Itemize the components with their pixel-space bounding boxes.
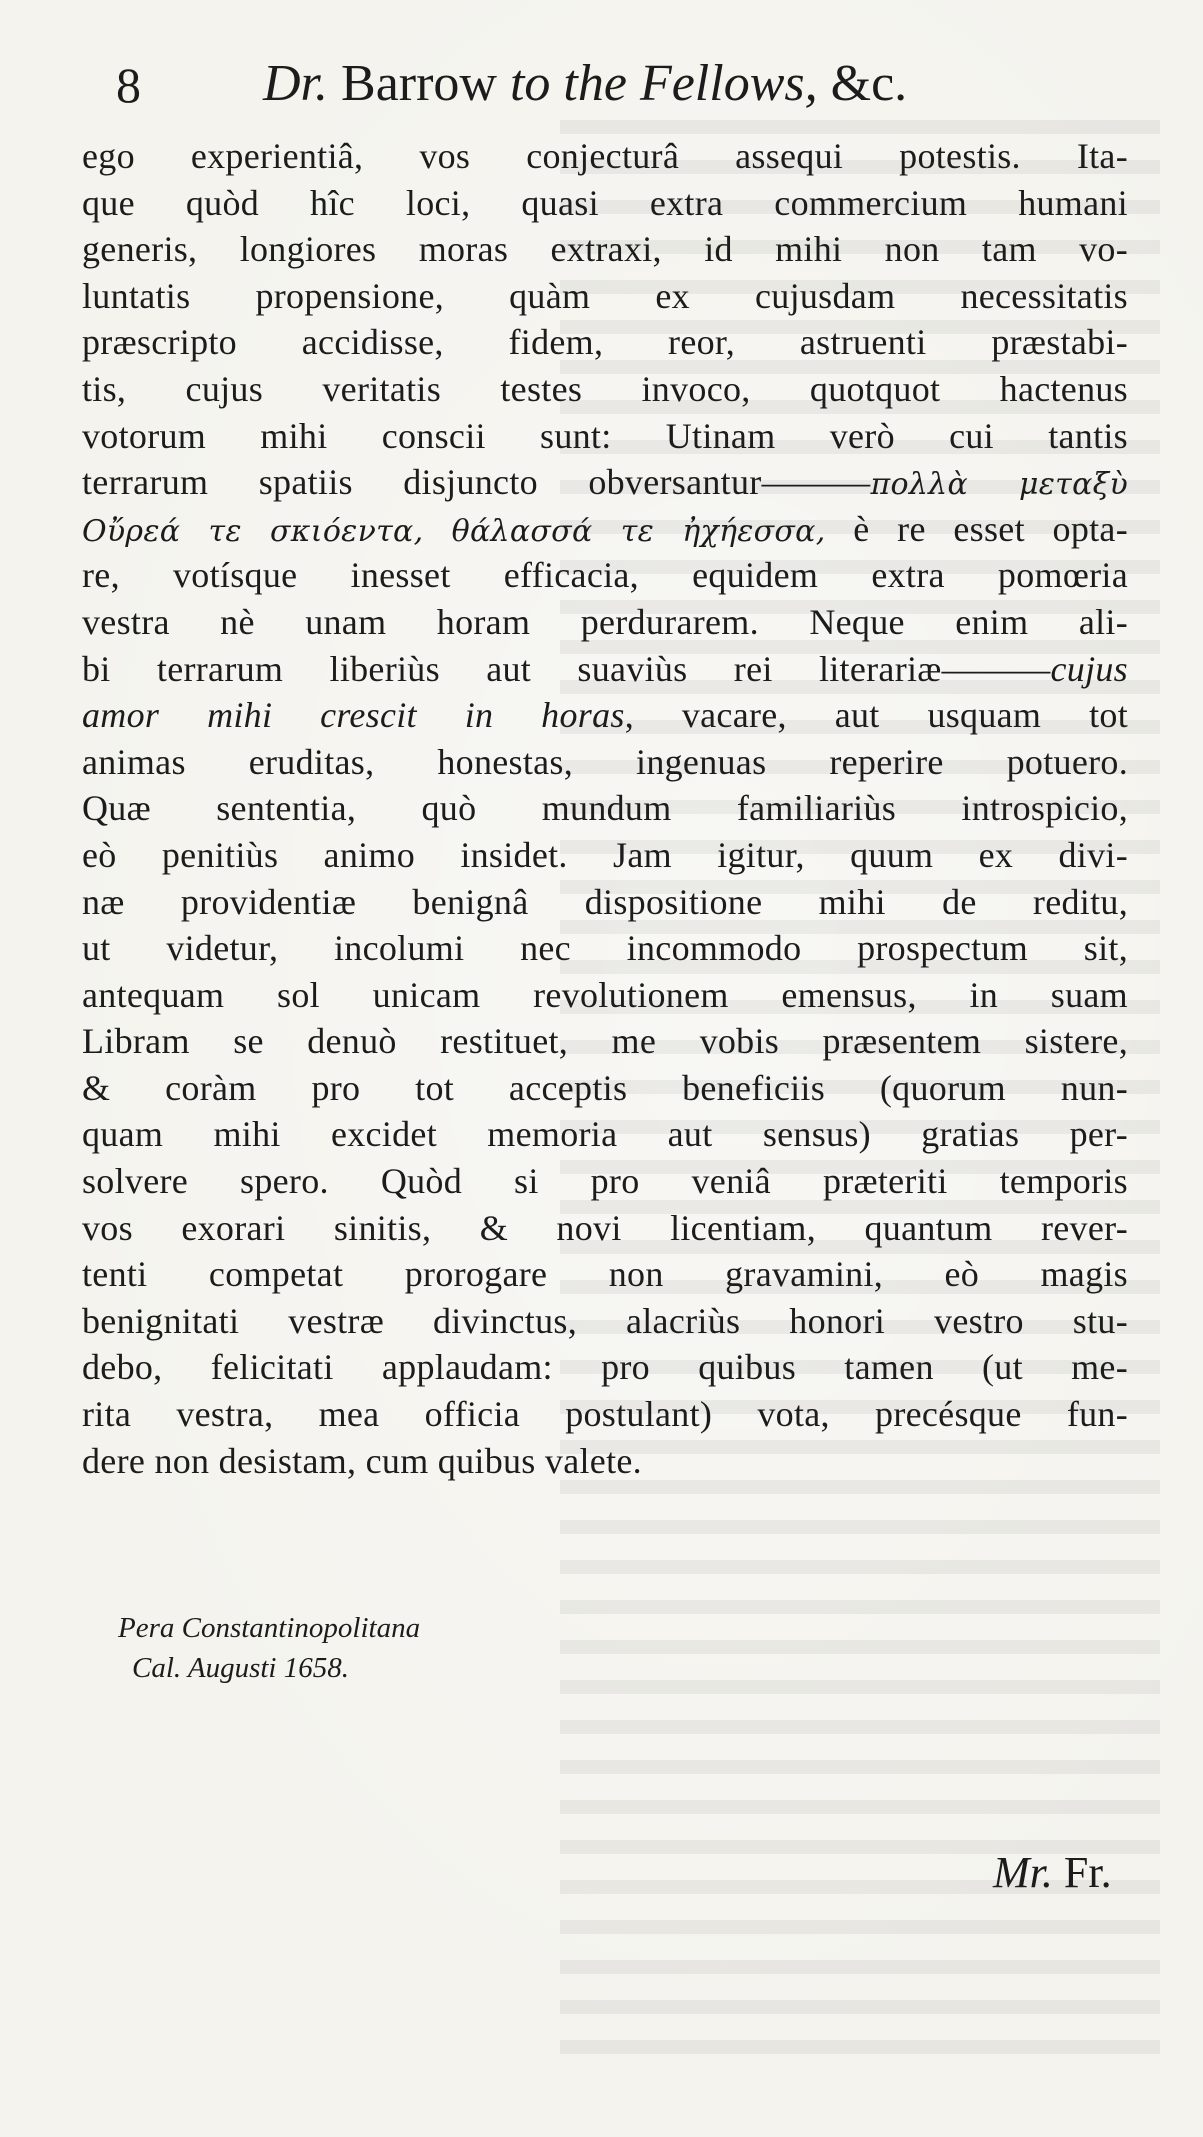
text-line: solvere spero. Quòd si pro veniâ præteriti temporis bbox=[82, 1161, 1128, 1202]
catchword-italic: Mr. bbox=[993, 1848, 1053, 1897]
text-line bbox=[82, 646, 1128, 693]
text-line bbox=[82, 459, 1128, 506]
text-line: tis, cujus veritatis testes invoco, quotquot hactenus bbox=[82, 368, 1128, 409]
text-line: animas eruditas, honestas, ingenuas reperire potuero. bbox=[82, 741, 1128, 782]
text-line: antequam sol unicam revolutionem emensus, in suam bbox=[82, 974, 1128, 1015]
dateline-place: Pera Constantinopolitana bbox=[118, 1612, 421, 1644]
text-line: luntatis propensione, quàm ex cujusdam necessitatis bbox=[82, 275, 1128, 316]
greek-quotation-1: πολλὰ μεταξὺ bbox=[870, 467, 1128, 503]
page-number: 8 bbox=[116, 57, 141, 113]
italic-quote-2: amor mihi crescit in horas bbox=[82, 695, 625, 736]
title-end: &c. bbox=[817, 55, 908, 112]
text-line-end: , vacare, aut usquam tot bbox=[624, 695, 1128, 736]
text-line: votorum mihi conscii sunt: Utinam verò cui tantis bbox=[82, 415, 1128, 456]
text-line: & coràm pro tot acceptis beneficiis (quorum nun- bbox=[82, 1067, 1128, 1108]
text-line: Quæ sententia, quò mundum familiariùs introspicio, bbox=[82, 788, 1128, 829]
text-line: rita vestra, mea officia postulant) vota, precésque fun- bbox=[82, 1394, 1128, 1435]
title-italic-2: to the Fellows, bbox=[509, 55, 818, 112]
text-line: vos exorari sinitis, & novi licentiam, quantum rever- bbox=[82, 1207, 1128, 1248]
text-line: debo, felicitati applaudam: pro quibus tamen (ut me- bbox=[82, 1347, 1128, 1388]
greek-quotation-2: Οὔρεά τε σκιόεντα, θάλασσά τε ἠχήεσσα, bbox=[82, 513, 826, 549]
text-line: ego experientiâ, vos conjecturâ assequi potestis. Ita- bbox=[82, 136, 1128, 176]
text-line: generis, longiores moras extraxi, id mihi non tam vo- bbox=[82, 229, 1128, 270]
catchword-roman: Fr. bbox=[1052, 1848, 1112, 1897]
text-line: Libram se denuò restituet, me vobis præsentem sistere, bbox=[82, 1021, 1128, 1062]
text-line bbox=[82, 506, 1128, 553]
text-line bbox=[82, 692, 1128, 739]
text-line: næ providentiæ benignâ dispositione mihi de reditu, bbox=[82, 881, 1128, 922]
running-head bbox=[108, 48, 1108, 128]
catchword bbox=[993, 1847, 1112, 1898]
running-title bbox=[263, 54, 907, 113]
text-line: vestra nè unam horam perdurarem. Neque enim ali- bbox=[82, 601, 1128, 642]
text-line: ut videtur, incolumi nec incommodo prospectum sit, bbox=[82, 928, 1128, 969]
text-line: præscripto accidisse, fidem, reor, astruenti præstabi- bbox=[82, 322, 1128, 363]
text-line: eò penitiùs animo insidet. Jam igitur, quum ex divi- bbox=[82, 834, 1128, 875]
text-line-last: dere non desistam, cum quibus valete. bbox=[82, 1440, 642, 1481]
letter-body bbox=[82, 133, 1128, 1484]
text-line: quam mihi excidet memoria aut sensus) gratias per- bbox=[82, 1114, 1128, 1155]
title-italic-1: Dr. bbox=[263, 55, 329, 112]
text-line: re, votísque inesset efficacia, equidem extra pomœria bbox=[82, 555, 1128, 596]
dateline bbox=[118, 1608, 420, 1688]
dateline-date: Cal. Augusti 1658. bbox=[132, 1652, 349, 1684]
text-line-end: è re esset opta- bbox=[825, 508, 1128, 549]
text-line-start: bi terrarum liberiùs aut suaviùs rei literariæ——— bbox=[82, 648, 1051, 689]
text-line: tenti competat prorogare non gravamini, eò magis bbox=[82, 1254, 1128, 1295]
italic-quote-1: cujus bbox=[1050, 648, 1128, 689]
text-line-start: terrarum spatiis disjuncto obversantur——— bbox=[82, 462, 871, 503]
text-line: benignitati vestræ divinctus, alacriùs honori vestro stu- bbox=[82, 1300, 1128, 1341]
text-line: que quòd hîc loci, quasi extra commercium humani bbox=[82, 182, 1128, 223]
title-roman: Barrow bbox=[328, 55, 510, 112]
